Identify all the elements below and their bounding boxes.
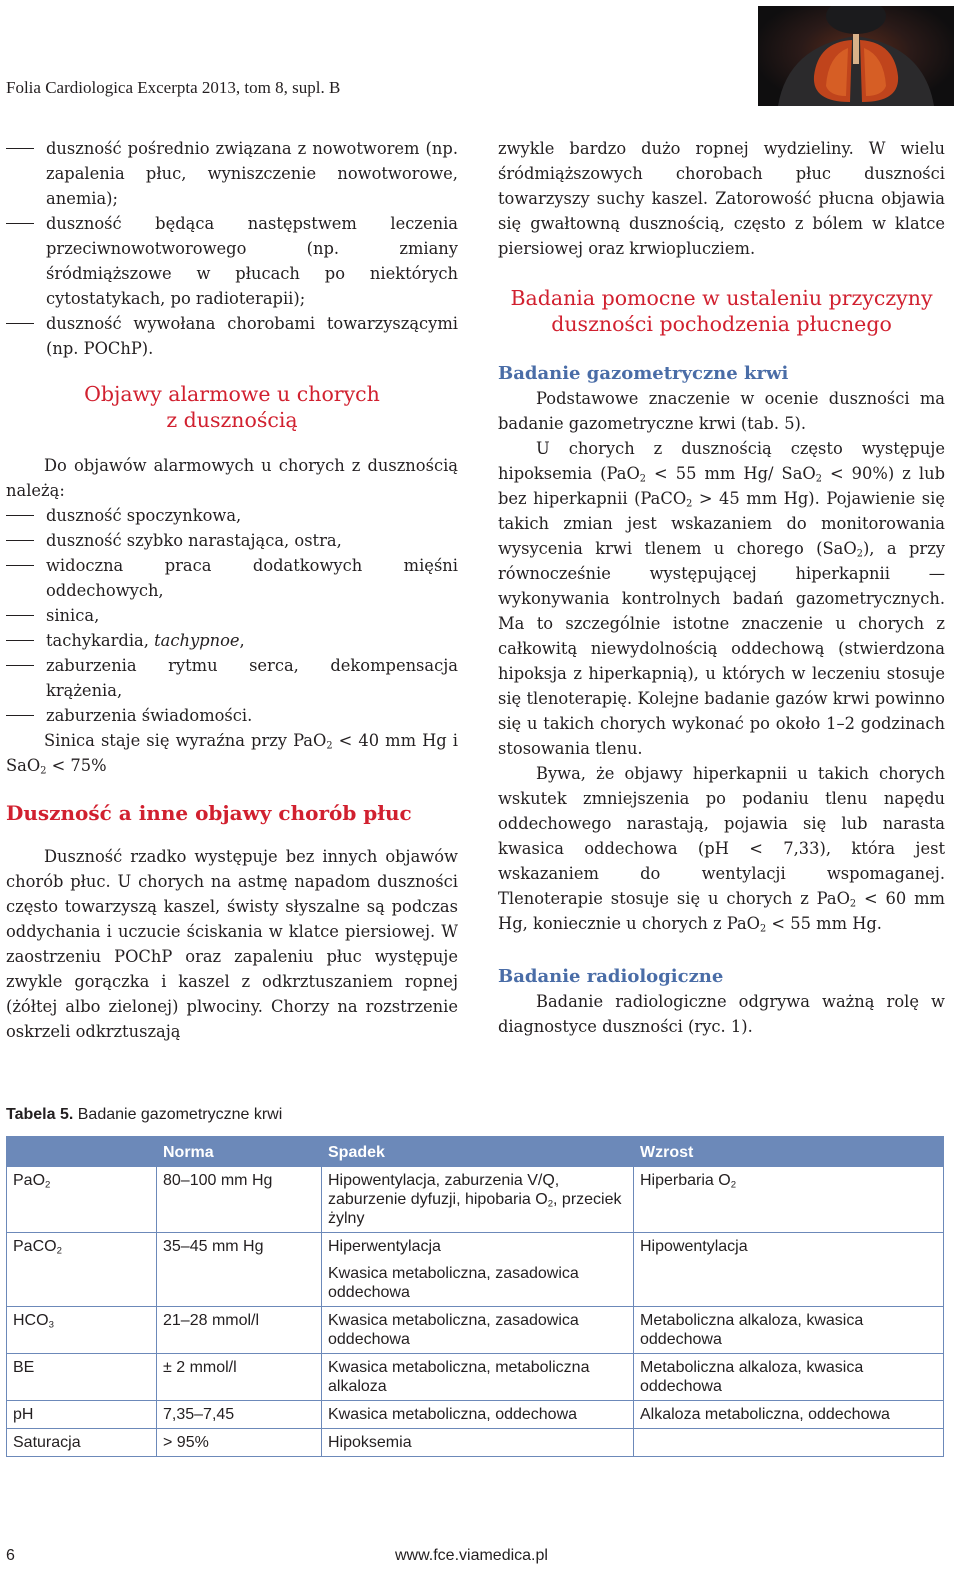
column-header: Norma — [157, 1137, 322, 1167]
list-item: duszność będąca następstwem leczenia przeciwnowotworowego (np. zmiany śródmiąższowe w płucach po niektórych cytostatykach, po radioterapii); — [6, 211, 458, 311]
paragraph: Do objawów alarmowych u chorych z dusznością należą: — [6, 456, 458, 500]
table-cell: Hiperbaria $O_2$ — [634, 1167, 944, 1233]
table-cell: $HCO_3$ — [7, 1307, 157, 1354]
section-heading-warning-signs: Objawy alarmowe u chorych z dusznością — [84, 382, 380, 432]
list-item: zaburzenia świadomości. — [6, 703, 458, 728]
table-cell: 7,35–7,45 — [157, 1401, 322, 1429]
table-row — [7, 1233, 944, 1261]
intro-list — [6, 136, 458, 361]
table-cell: pH — [7, 1401, 157, 1429]
paragraph: Bywa, że objawy hiperkapnii u takich chorych wskutek zmniejszenia po podaniu tlenu napędu oddechowego narastają, pojawia się lub narasta kwasica oddechowa (pH < 7,33), która jest wskazaniem do wentylacji wspomaganej. Tlenoterapie stosuje się u chorych z PaO$_2$ < 60 mm Hg, koniecznie u chorych z PaO$_2$ < 55 mm Hg. — [498, 764, 945, 935]
column-header: Spadek — [322, 1137, 634, 1167]
table-row — [7, 1354, 944, 1401]
table-cell: 35–45 mm Hg — [157, 1233, 322, 1261]
list-item: duszność pośrednio związana z nowotworem (np. zapalenia płuc, wyniszczenie nowotworowe, anemia); — [6, 136, 458, 211]
list-item: duszność spoczynkowa, — [6, 503, 458, 528]
table-cell: 21–28 mmol/l — [157, 1307, 322, 1354]
table-cell: Saturacja — [7, 1429, 157, 1457]
subheading-radiology: Badanie radiologiczne — [498, 966, 724, 987]
table-cell — [634, 1260, 944, 1307]
table-cell: ± 2 mmol/l — [157, 1354, 322, 1401]
paragraph: Podstawowe znaczenie w ocenie duszności ma badanie gazometryczne krwi (tab. 5). — [498, 389, 945, 433]
paragraph: Duszność rzadko występuje bez innych objawów chorób płuc. U chorych na astmę napadom duszności często towarzyszą kaszel, świsty słyszalne są podczas oddychania i uczucie ściskania w klatce piersiowej. W zaostrzeniu POChP oraz zapaleniu płuc występuje zwykle gorączka i kaszel z odkrztuszaniem ropnej (żółtej albo zielonej) plwociny. Chorzy na rozstrzenie oskrzeli odkrztuszają — [6, 847, 458, 1041]
column-header: Wzrost — [634, 1137, 944, 1167]
table-row — [7, 1260, 944, 1307]
list-item: sinica, — [6, 603, 458, 628]
table-header-row — [7, 1137, 944, 1167]
table-cell — [634, 1429, 944, 1457]
table-cell: Hiperwentylacja — [322, 1233, 634, 1261]
table-row — [7, 1307, 944, 1354]
subheading-blood-gas: Badanie gazometryczne krwi — [498, 363, 789, 384]
table-cell: PaO$_2$ — [7, 1167, 157, 1233]
list-item: duszność wywołana chorobami towarzyszącymi (np. POChP). — [6, 311, 458, 361]
running-header: Folia Cardiologica Excerpta 2013, tom 8, supl. B — [6, 78, 341, 97]
page-number: 6 — [6, 1547, 15, 1564]
paragraph: Badanie radiologiczne odgrywa ważną rolę w diagnostyce duszności (ryc. 1). — [498, 992, 945, 1036]
table-cell: > 95% — [157, 1429, 322, 1457]
table-cell: Kwasica metaboliczna, zasadowica oddechowa — [322, 1307, 634, 1354]
list-item: tachykardia, tachypnoe, — [6, 628, 458, 653]
lungs-illustration — [758, 6, 954, 106]
table-cell: Kwasica metaboliczna, oddechowa — [322, 1401, 634, 1429]
column-header — [7, 1137, 157, 1167]
table-caption: Tabela 5. Badanie gazometryczne krwi — [6, 1106, 283, 1123]
table-cell: Metaboliczna alkaloza, kwasica oddechowa — [634, 1307, 944, 1354]
list-item: zaburzenia rytmu serca, dekompensacja krążenia, — [6, 653, 458, 703]
table-row — [7, 1401, 944, 1429]
blood-gas-table — [6, 1136, 944, 1457]
list-item: widoczna praca dodatkowych mięśni oddechowych, — [6, 553, 458, 603]
table-cell: Hipowentylacja, zaburzenia V/Q, zaburzenie dyfuzji, hipobaria $O_2$, przeciek żylny — [322, 1167, 634, 1233]
paragraph: zwykle bardzo dużo ropnej wydzieliny. W wielu śródmiąższowych chorobach płuc duszności towarzyszy suchy kaszel. Zatorowość płucna objawia się gwałtowną dusznością, często z bólem w klatce piersiowej oraz krwioplucziem. — [498, 139, 945, 258]
table-cell — [7, 1260, 157, 1307]
table-cell: Kwasica metaboliczna, metaboliczna alkaloza — [322, 1354, 634, 1401]
table-row — [7, 1167, 944, 1233]
table-cell: PaCO$_2$ — [7, 1233, 157, 1261]
section-heading-diagnostics: Badania pomocne w ustaleniu przyczyny duszności pochodzenia płucnego — [510, 286, 933, 336]
section-heading-other-symptoms: Duszność a inne objawy chorób płuc — [6, 801, 412, 825]
table-cell: Alkaloza metaboliczna, oddechowa — [634, 1401, 944, 1429]
table-row — [7, 1429, 944, 1457]
list-item: duszność szybko narastająca, ostra, — [6, 528, 458, 553]
journal-url[interactable]: www.fce.viamedica.pl — [395, 1547, 548, 1564]
paragraph: U chorych z dusznością często występuje hipoksemia (PaO$_2$ < 55 mm Hg/ SaO$_2$ < 90%) z lub bez hiperkapnii (PaCO$_2$ > 45 mm Hg). Pojawienie się takich zmian jest wskazaniem do monitorowania wysycenia krwi tlenem u chorego (SaO$_2$), a przy równocześnie występującej hiperkapnii — wykonywania kontrolnych badań gazometrycznych. Ma to szczególnie istotne znaczenie u chorych z całkowitą niewydolnością oddechową (stwierdzona hipoksja z hiperkapnią), u których w leczeniu stosuje się tlenoterapię. Kolejne badanie gazów krwi powinno się u takich chorych wykonać po około 1–2 godzinach stosowania tlenu. — [498, 439, 945, 758]
table-cell: Hipowentylacja — [634, 1233, 944, 1261]
table-cell: BE — [7, 1354, 157, 1401]
warning-signs-list — [6, 503, 458, 728]
table-cell: Kwasica metaboliczna, zasadowica oddechowa — [322, 1260, 634, 1307]
table-cell: Metaboliczna alkaloza, kwasica oddechowa — [634, 1354, 944, 1401]
right-column — [498, 136, 945, 1039]
left-column — [6, 136, 458, 1044]
table-cell: 80–100 mm Hg — [157, 1167, 322, 1233]
table-cell: Hipoksemia — [322, 1429, 634, 1457]
table-cell — [157, 1260, 322, 1307]
paragraph: Sinica staje się wyraźna przy PaO$_2$ < 40 mm Hg i SaO$_2$ < 75% — [6, 731, 458, 777]
